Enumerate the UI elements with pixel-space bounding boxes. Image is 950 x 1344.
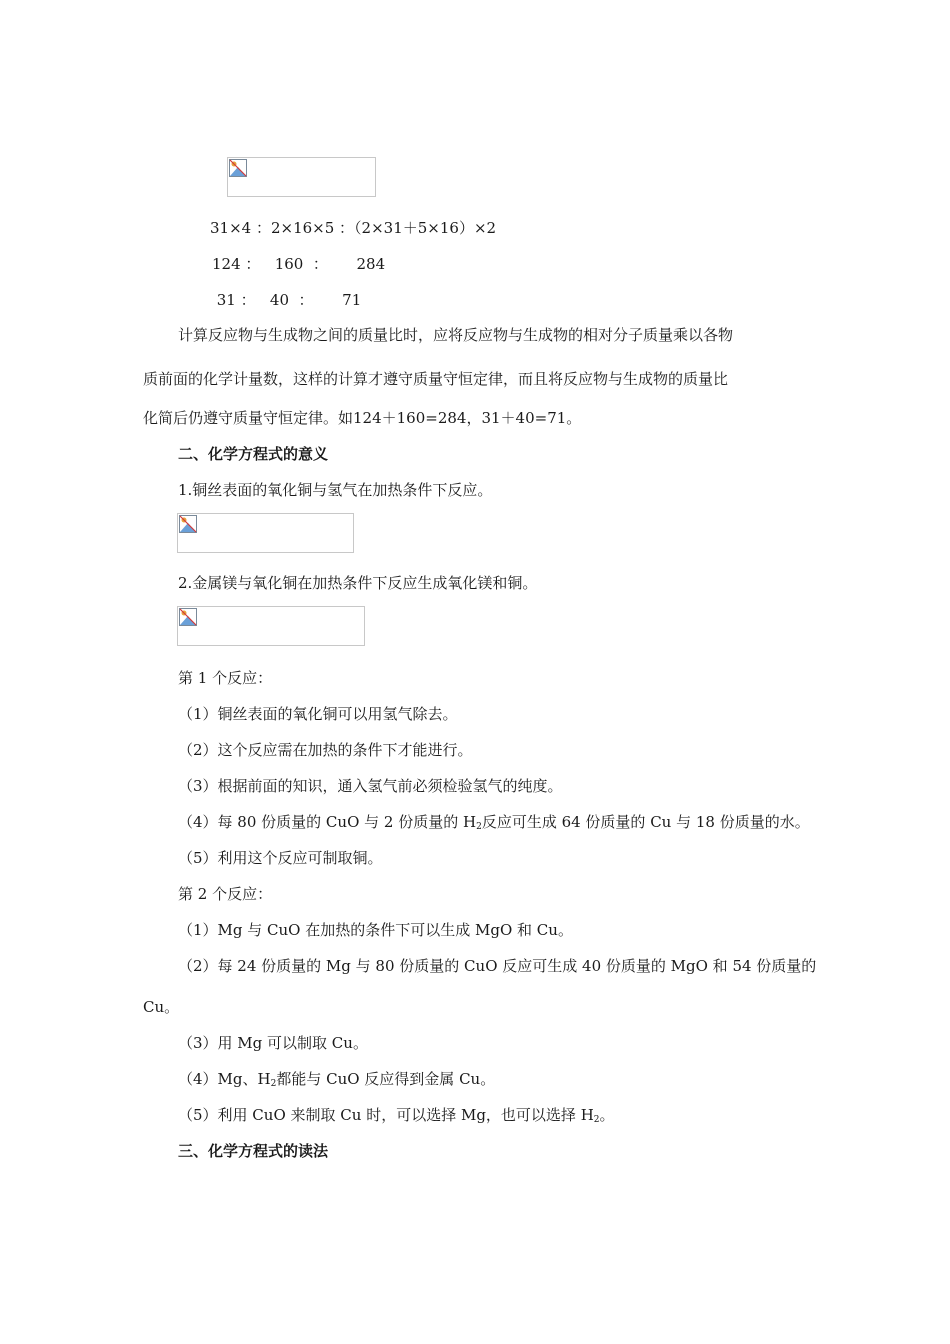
broken-image-icon (179, 515, 197, 533)
text-segment: （4）每 80 份质量的 CuO 与 2 份质量的 H (178, 813, 477, 831)
subscript: 2 (270, 1079, 277, 1089)
paragraph-line: 计算反应物与生成物之间的质量比时，应将反应物与生成物的相对分子质量乘以各物 (178, 326, 734, 344)
reaction-2-title: 第 2 个反应： (178, 885, 273, 903)
subscript: 2 (593, 1115, 600, 1125)
list-item: （2）这个反应需在加热的条件下才能进行。 (178, 741, 473, 759)
list-item: （1）铜丝表面的氧化铜可以用氢气除去。 (178, 705, 458, 723)
calc-row-3: 31 ： 40 ： 71 (212, 291, 362, 309)
list-item (178, 1069, 495, 1089)
subscript: 2 (476, 822, 482, 832)
text-segment: 都能与 CuO 反应得到金属 Cu。 (276, 1070, 496, 1088)
calc-row-1: 31×4 ：2×16×5 ：（2×31＋5×16）×2 (210, 219, 497, 237)
list-item-continuation: Cu。 (143, 998, 180, 1016)
reaction-1-title: 第 1 个反应： (178, 669, 273, 687)
equation-image-3 (177, 606, 365, 646)
list-item: 1.铜丝表面的氧化铜与氢气在加热条件下反应。 (178, 481, 493, 499)
list-item: 2.金属镁与氧化铜在加热条件下反应生成氧化镁和铜。 (178, 574, 538, 592)
equation-image-1 (227, 157, 376, 197)
text-segment: 反应可生成 64 份质量的 Cu 与 18 份质量的水。 (481, 813, 810, 831)
broken-image-icon (229, 159, 247, 177)
list-item: （3）用 Mg 可以制取 Cu。 (178, 1034, 368, 1052)
text-segment: （5）利用 CuO 来制取 Cu 时，可以选择 Mg，也可以选择 H (178, 1106, 594, 1124)
list-item: （2）每 24 份质量的 Mg 与 80 份质量的 CuO 反应可生成 40 份质量的 MgO 和 54 份质量的 (178, 957, 817, 975)
list-item (178, 812, 810, 832)
calc-row-2: 124 ： 160 ： 284 (212, 255, 386, 273)
list-item (178, 1105, 615, 1125)
equation-image-2 (177, 513, 354, 553)
text-segment: （4）Mg、H (178, 1070, 271, 1088)
list-item: （1）Mg 与 CuO 在加热的条件下可以生成 MgO 和 Cu。 (178, 921, 573, 939)
text-segment: 。 (599, 1106, 615, 1124)
section-heading-reading: 三、化学方程式的读法 (178, 1142, 329, 1160)
section-heading-meaning: 二、化学方程式的意义 (178, 445, 329, 463)
paragraph-line: 化简后仍遵守质量守恒定律。如124＋160=284，31＋40=71。 (143, 409, 582, 427)
paragraph-line: 质前面的化学计量数，这样的计算才遵守质量守恒定律，而且将反应物与生成物的质量比 (143, 370, 729, 388)
list-item: （5）利用这个反应可制取铜。 (178, 849, 383, 867)
list-item: （3）根据前面的知识，通入氢气前必须检验氢气的纯度。 (178, 777, 563, 795)
broken-image-icon (179, 608, 197, 626)
